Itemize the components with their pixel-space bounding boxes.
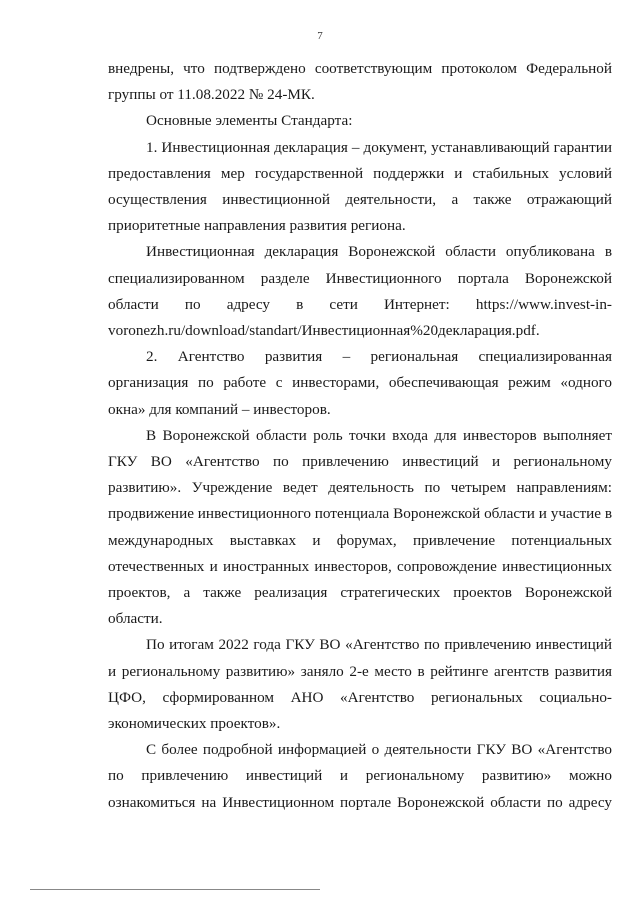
document-body (108, 56, 612, 816)
page-number: 7 (317, 30, 323, 42)
paragraph-continuation: внедрены, что подтверждено соответствующим протоколом Федеральной группы от 11.08.2022 № 24-МК. (108, 60, 612, 104)
paragraph-more-information: С более подробной информацией о деятельности ГКУ ВО «Агентство по привлечению инвестиций и региональному развитию» можно ознакомиться на Инвестиционном портале Воронежской области по адресу (108, 741, 612, 811)
paragraph-investment-declaration: 1. Инвестиционная декларация – документ, устанавливающий гарантии предоставления мер государственной поддержки и стабильных условий осуществления инвестиционной деятельности, а также отражающий приоритетные направления развития региона. (108, 138, 612, 235)
paragraph-development-agency: 2. Агентство развития – региональная специализированная организация по работе с инвесторами, обеспечивающая режим «одного окна» для компаний – инвесторов. (108, 348, 612, 418)
paragraph-rating-2022: По итогам 2022 года ГКУ ВО «Агентство по привлечению инвестиций и региональному развитию» заняло 2-е место в рейтинге агентств развития ЦФО, сформированном АНО «Агентство региональных социально-экономических проектов». (108, 636, 612, 733)
paragraph-declaration-publication: Инвестиционная декларация Воронежской области опубликована в специализированном разделе Инвестиционного портала Воронежской области по адресу в сети Интернет: https://www.invest-in-voronezh.ru/download/standart/Инвестиционная%20декларация.pdf. (108, 243, 612, 340)
paragraph-standard-elements-heading: Основные элементы Стандарта: (146, 112, 353, 130)
footer-rule (30, 889, 320, 890)
paragraph-entry-point: В Воронежской области роль точки входа для инвесторов выполняет ГКУ ВО «Агентство по привлечению инвестиций и региональному развитию». Учреждение ведет деятельность по четырем направлениям: продвижение инвестиционного потенциала Воронежской области и участие в международных выставках и форумах, привлечение потенциальных отечественных и иностранных инвесторов, сопровождение инвестиционных проектов, а также реализация стратегических проектов Воронежской области. (108, 426, 612, 628)
